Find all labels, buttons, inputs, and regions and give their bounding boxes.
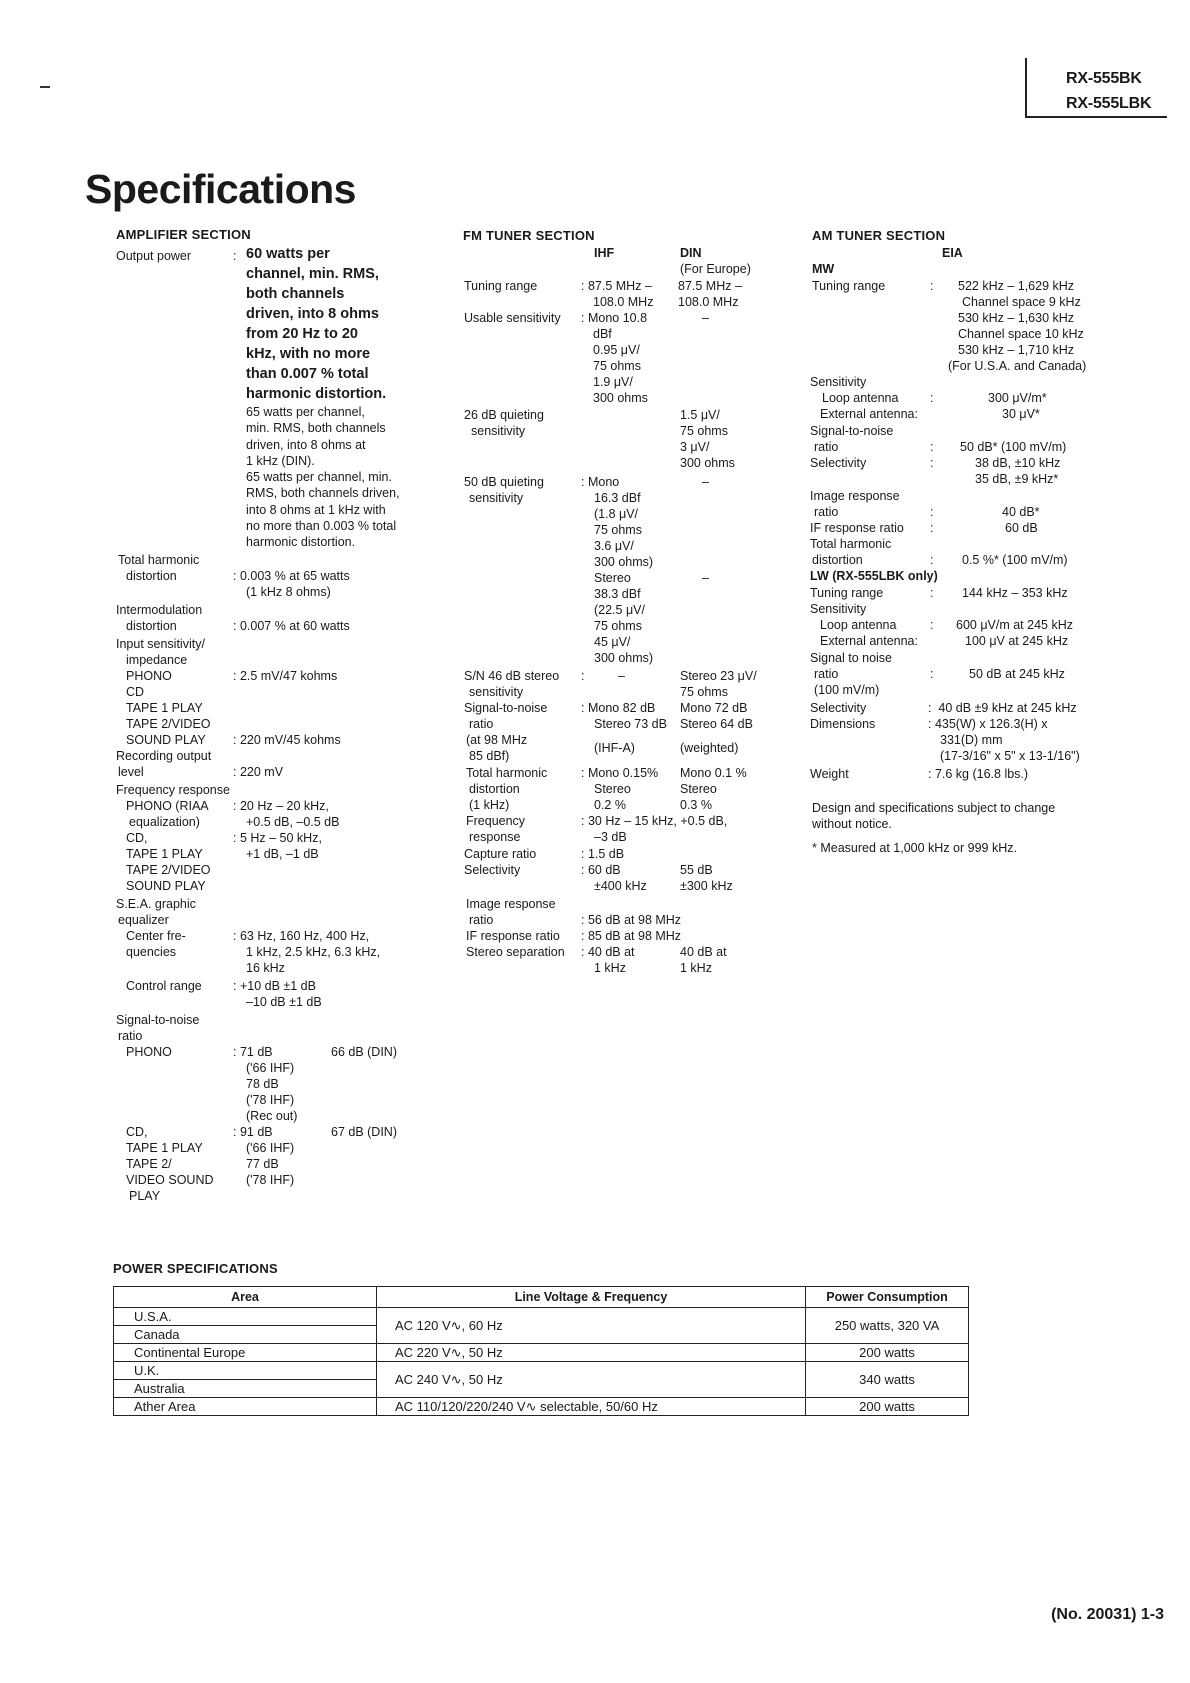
spec-value: 50 dB at 245 kHz <box>969 667 1065 681</box>
spec-label: Loop antenna <box>820 618 897 632</box>
spec-value: 300 ohms <box>593 391 648 405</box>
voltage-cell: AC 220 V∿, 50 Hz <box>377 1344 806 1362</box>
spec-value: 108.0 MHz <box>593 295 654 309</box>
spec-value: (1 kHz 8 ohms) <box>246 585 331 599</box>
spec-label: (100 mV/m) <box>814 683 880 697</box>
column-header: IHF <box>594 246 615 260</box>
spec-label: distortion <box>126 569 177 583</box>
spec-value: : +10 dB ±1 dB <box>233 979 316 993</box>
spec-label: distortion <box>812 553 863 567</box>
spec-label: SOUND PLAY <box>126 733 206 747</box>
column-header: Power Consumption <box>806 1287 969 1308</box>
output-power-bold: 60 watts per channel, min. RMS, both channels driven, into 8 ohms from 20 Hz to 20 kHz, with no more than 0.007 % total harmonic distortion. <box>246 246 387 402</box>
spec-value: 75 ohms <box>594 523 642 537</box>
spec-value: ±400 kHz <box>594 879 647 893</box>
spec-label: Selectivity <box>810 456 867 470</box>
spec-value: ('66 IHF) <box>246 1141 295 1155</box>
spec-label: sensitivity <box>469 685 524 699</box>
spec-label: ratio <box>469 717 494 731</box>
spec-value: : 0.003 % at 65 watts <box>233 569 350 583</box>
spec-label: Tuning range <box>810 586 884 600</box>
spec-value: : 63 Hz, 160 Hz, 400 Hz, <box>233 929 370 943</box>
spec-label: response <box>469 830 521 844</box>
spec-label: quencies <box>126 945 177 959</box>
spec-value: (Rec out) <box>246 1109 298 1123</box>
am-heading: AM TUNER SECTION <box>812 228 946 243</box>
spec-value: +1 dB, –1 dB <box>246 847 319 861</box>
power-heading: POWER SPECIFICATIONS <box>113 1261 278 1276</box>
spec-value: 331(D) mm <box>940 733 1003 747</box>
colon: : <box>930 618 934 632</box>
spec-value: dBf <box>593 327 612 341</box>
spec-label: Frequency <box>466 814 526 828</box>
spec-label: Usable sensitivity <box>464 311 561 325</box>
spec-value: 40 dB* <box>1002 505 1040 519</box>
spec-label: Dimensions <box>810 717 876 731</box>
spec-label: TAPE 1 PLAY <box>126 701 203 715</box>
spec-value: Stereo 73 dB <box>594 717 667 731</box>
spec-value: Stereo <box>594 571 631 585</box>
band-heading: MW <box>812 262 835 276</box>
spec-label: TAPE 1 PLAY <box>126 847 203 861</box>
spec-value: 600 μV/m at 245 kHz <box>956 618 1073 632</box>
spec-value: 45 μV/ <box>594 635 631 649</box>
spec-label: sensitivity <box>469 491 524 505</box>
colon: : <box>581 669 585 683</box>
spec-label: Total harmonic <box>466 766 548 780</box>
spec-value: Channel space 10 kHz <box>958 327 1084 341</box>
spec-value: 1 kHz <box>680 961 712 975</box>
colon: : <box>930 586 934 600</box>
spec-value: 30 μV* <box>1002 407 1040 421</box>
output-power-note: 65 watts per channel, min. RMS, both channels driven, into 8 ohms at 1 kHz (DIN). 65 watts per channel, min. RMS, both channels driven, into 8 ohms at 1 kHz with no more than 0.003 % total harmonic distortion. <box>246 405 400 550</box>
spec-value: : 435(W) x 126.3(H) x <box>928 717 1048 731</box>
amplifier-heading: AMPLIFIER SECTION <box>116 227 251 242</box>
model-number: RX-555LBK <box>1066 95 1152 112</box>
spec-label: level <box>118 765 144 779</box>
spec-value: 300 μV/m* <box>988 391 1047 405</box>
spec-label: ratio <box>814 667 839 681</box>
column-header: Area <box>114 1287 377 1308</box>
spec-label: External antenna: <box>820 407 918 421</box>
spec-value: ('78 IHF) <box>246 1173 295 1187</box>
spec-label: Input sensitivity/ <box>116 637 205 651</box>
spec-label: Tuning range <box>464 279 538 293</box>
notice-text: Design and specifications subject to change <box>812 801 1056 815</box>
column-header: Line Voltage & Frequency <box>377 1287 806 1308</box>
spec-value: : 7.6 kg (16.8 lbs.) <box>928 767 1029 781</box>
footnote: * Measured at 1,000 kHz or 999 kHz. <box>812 841 1017 855</box>
area-cell: U.K. <box>114 1362 377 1380</box>
spec-label: CD <box>126 685 145 699</box>
spec-value: 0.3 % <box>680 798 712 812</box>
consumption-cell: 200 watts <box>806 1344 969 1362</box>
spec-value: – <box>702 311 709 325</box>
colon: : <box>233 249 237 263</box>
spec-value: +0.5 dB, –0.5 dB <box>246 815 340 829</box>
spec-label: TAPE 1 PLAY <box>126 1141 203 1155</box>
margin-dash <box>40 86 50 88</box>
spec-label: equalization) <box>129 815 200 829</box>
spec-label: Center fre- <box>126 929 186 943</box>
spec-label: distortion <box>126 619 177 633</box>
spec-value: 38 dB, ±10 kHz <box>975 456 1061 470</box>
consumption-cell: 200 watts <box>806 1398 969 1416</box>
spec-label: Recording output <box>116 749 212 763</box>
spec-label: Selectivity <box>464 863 521 877</box>
spec-label: Control range <box>126 979 202 993</box>
spec-label: distortion <box>469 782 520 796</box>
spec-value: Stereo 23 μV/ <box>680 669 757 683</box>
spec-value: – <box>702 475 709 489</box>
spec-value: (IHF-A) <box>594 741 635 755</box>
table-row <box>114 1308 969 1326</box>
spec-value: 16 kHz <box>246 961 285 975</box>
colon: : <box>930 279 934 293</box>
spec-label: impedance <box>126 653 188 667</box>
spec-label: SOUND PLAY <box>126 879 206 893</box>
column-header: DIN <box>680 246 702 260</box>
spec-value: Stereo <box>594 782 631 796</box>
spec-label: sensitivity <box>471 424 526 438</box>
fm-heading: FM TUNER SECTION <box>463 228 595 243</box>
spec-value: ±300 kHz <box>680 879 733 893</box>
model-number: RX-555BK <box>1066 70 1142 87</box>
spec-value: – <box>702 571 709 585</box>
spec-value: 1 kHz, 2.5 kHz, 6.3 kHz, <box>246 945 381 959</box>
spec-label: 50 dB quieting <box>464 475 544 489</box>
spec-value: 3.6 μV/ <box>594 539 634 553</box>
spec-value: : 20 Hz – 20 kHz, <box>233 799 329 813</box>
spec-value: 75 ohms <box>594 619 642 633</box>
spec-label: Signal to noise <box>810 651 893 665</box>
band-heading: LW (RX-555LBK only) <box>810 569 938 583</box>
spec-label: 85 dBf) <box>469 749 510 763</box>
spec-label: VIDEO SOUND <box>126 1173 214 1187</box>
spec-label: 26 dB quieting <box>464 408 544 422</box>
spec-label: Image response <box>466 897 556 911</box>
spec-value: : Mono 0.15% <box>581 766 659 780</box>
spec-value: (1.8 μV/ <box>594 507 639 521</box>
spec-label: Total harmonic <box>118 553 200 567</box>
spec-value: : 56 dB at 98 MHz <box>581 913 682 927</box>
spec-value: –10 dB ±1 dB <box>246 995 322 1009</box>
spec-label: ratio <box>814 440 839 454</box>
spec-value: Mono 0.1 % <box>680 766 747 780</box>
spec-value: 78 dB <box>246 1077 279 1091</box>
spec-label: Selectivity <box>810 701 867 715</box>
spec-label: Total harmonic <box>810 537 892 551</box>
spec-value: 87.5 MHz – <box>678 279 742 293</box>
spec-value: 100 μV at 245 kHz <box>965 634 1069 648</box>
colon: : <box>930 667 934 681</box>
spec-label: PHONO <box>126 1045 172 1059</box>
spec-value: : 91 dB <box>233 1125 273 1139</box>
spec-value: –3 dB <box>594 830 627 844</box>
voltage-cell: AC 120 V∿, 60 Hz <box>377 1308 806 1344</box>
spec-label: External antenna: <box>820 634 918 648</box>
colon: : <box>930 553 934 567</box>
voltage-cell: AC 110/120/220/240 V∿ selectable, 50/60 Hz <box>377 1398 806 1416</box>
spec-value: 530 kHz – 1,630 kHz <box>958 311 1075 325</box>
area-cell: Ather Area <box>114 1398 377 1416</box>
table-row <box>114 1344 969 1362</box>
spec-label: Sensitivity <box>810 375 867 389</box>
spec-value: Mono 72 dB <box>680 701 748 715</box>
spec-value: Stereo 64 dB <box>680 717 753 731</box>
spec-value: : 40 dB at <box>581 945 635 959</box>
colon: : <box>930 521 934 535</box>
power-table <box>113 1286 969 1416</box>
area-cell: Australia <box>114 1380 377 1398</box>
spec-value: 66 dB (DIN) <box>331 1045 397 1059</box>
spec-value: 300 ohms <box>680 456 735 470</box>
column-header: (For Europe) <box>680 262 751 276</box>
spec-value: 67 dB (DIN) <box>331 1125 397 1139</box>
spec-value: 75 ohms <box>680 424 728 438</box>
spec-label: PHONO <box>126 669 172 683</box>
spec-label: CD, <box>126 1125 148 1139</box>
area-cell: Continental Europe <box>114 1344 377 1362</box>
spec-value: : 85 dB at 98 MHz <box>581 929 682 943</box>
spec-value: 35 dB, ±9 kHz* <box>975 472 1059 486</box>
spec-value: : 5 Hz – 50 kHz, <box>233 831 322 845</box>
spec-value: : Mono 82 dB <box>581 701 656 715</box>
spec-value: : 60 dB <box>581 863 621 877</box>
spec-value: (17-3/16" x 5" x 13-1/16") <box>940 749 1080 763</box>
spec-value: : 1.5 dB <box>581 847 625 861</box>
spec-value: 530 kHz – 1,710 kHz <box>958 343 1075 357</box>
spec-label: Signal-to-noise <box>116 1013 200 1027</box>
spec-label: Loop antenna <box>822 391 899 405</box>
voltage-cell: AC 240 V∿, 50 Hz <box>377 1362 806 1398</box>
colon: : <box>930 505 934 519</box>
spec-value: : 0.007 % at 60 watts <box>233 619 350 633</box>
spec-value: 1 kHz <box>594 961 626 975</box>
spec-value: 1.9 μV/ <box>593 375 633 389</box>
spec-label: TAPE 2/ <box>126 1157 172 1171</box>
spec-value: (weighted) <box>680 741 739 755</box>
spec-value: (For U.S.A. and Canada) <box>948 359 1087 373</box>
spec-label: TAPE 2/VIDEO <box>126 863 211 877</box>
spec-value: 108.0 MHz <box>678 295 739 309</box>
spec-value: 38.3 dBf <box>594 587 641 601</box>
spec-label: IF response ratio <box>810 521 904 535</box>
spec-value: : Mono <box>581 475 620 489</box>
spec-value: 1.5 μV/ <box>680 408 720 422</box>
table-header-row <box>114 1287 969 1308</box>
spec-label: IF response ratio <box>466 929 560 943</box>
colon: : <box>930 391 934 405</box>
spec-value: 300 ohms) <box>594 651 654 665</box>
spec-value: 144 kHz – 353 kHz <box>962 586 1068 600</box>
spec-value: 3 μV/ <box>680 440 710 454</box>
spec-value: (22.5 μV/ <box>594 603 645 617</box>
spec-value: : 220 mV/45 kohms <box>233 733 341 747</box>
spec-label: Tuning range <box>812 279 886 293</box>
spec-value: 55 dB <box>680 863 713 877</box>
spec-label: Output power <box>116 249 192 263</box>
spec-value: 50 dB* (100 mV/m) <box>960 440 1067 454</box>
spec-value: 16.3 dBf <box>594 491 641 505</box>
spec-label: CD, <box>126 831 148 845</box>
spec-value: ('78 IHF) <box>246 1093 295 1107</box>
column-header: EIA <box>942 246 963 260</box>
spec-value: ('66 IHF) <box>246 1061 295 1075</box>
spec-label: Capture ratio <box>464 847 537 861</box>
spec-label: ratio <box>469 913 494 927</box>
table-row <box>114 1362 969 1380</box>
colon: : <box>930 440 934 454</box>
spec-label: equalizer <box>118 913 169 927</box>
spec-value: 75 ohms <box>593 359 641 373</box>
spec-label: Stereo separation <box>466 945 565 959</box>
area-cell: U.S.A. <box>114 1308 377 1326</box>
consumption-cell: 250 watts, 320 VA <box>806 1308 969 1344</box>
consumption-cell: 340 watts <box>806 1362 969 1398</box>
spec-value: 300 ohms) <box>594 555 654 569</box>
spec-value: : 40 dB ±9 kHz at 245 kHz <box>928 701 1077 715</box>
spec-label: (at 98 MHz <box>466 733 528 747</box>
spec-label: Frequency response <box>116 783 230 797</box>
spec-label: Image response <box>810 489 900 503</box>
spec-value: 77 dB <box>246 1157 279 1171</box>
spec-value: 60 dB <box>1005 521 1038 535</box>
spec-label: PHONO (RIAA <box>126 799 209 813</box>
spec-value: – <box>618 669 625 683</box>
spec-value: Stereo <box>680 782 717 796</box>
spec-value: : 87.5 MHz – <box>581 279 652 293</box>
spec-label: Weight <box>810 767 849 781</box>
spec-value: Channel space 9 kHz <box>962 295 1081 309</box>
page-number: (No. 20031) 1-3 <box>1051 1606 1164 1623</box>
page-title: Specifications <box>85 166 356 212</box>
spec-value: : 2.5 mV/47 kohms <box>233 669 338 683</box>
notice-text: without notice. <box>812 817 892 831</box>
spec-label: TAPE 2/VIDEO <box>126 717 211 731</box>
spec-value: : 30 Hz – 15 kHz, +0.5 dB, <box>581 814 728 828</box>
spec-value: : 71 dB <box>233 1045 273 1059</box>
area-cell: Canada <box>114 1326 377 1344</box>
spec-label: ratio <box>118 1029 143 1043</box>
spec-value: 522 kHz – 1,629 kHz <box>958 279 1075 293</box>
spec-value: 40 dB at <box>680 945 727 959</box>
table-row <box>114 1398 969 1416</box>
spec-value: 0.95 μV/ <box>593 343 640 357</box>
spec-value: 0.2 % <box>594 798 626 812</box>
spec-label: PLAY <box>129 1189 161 1203</box>
spec-value: 0.5 %* (100 mV/m) <box>962 553 1068 567</box>
spec-label: Signal-to-noise <box>464 701 548 715</box>
spec-label: Intermodulation <box>116 603 203 617</box>
spec-label: (1 kHz) <box>469 798 510 812</box>
spec-value: : Mono 10.8 <box>581 311 648 325</box>
spec-label: ratio <box>814 505 839 519</box>
spec-label: S/N 46 dB stereo <box>464 669 560 683</box>
spec-value: 75 ohms <box>680 685 728 699</box>
colon: : <box>930 456 934 470</box>
spec-label: Sensitivity <box>810 602 867 616</box>
spec-label: S.E.A. graphic <box>116 897 196 911</box>
spec-label: Signal-to-noise <box>810 424 894 438</box>
spec-value: : 220 mV <box>233 765 284 779</box>
